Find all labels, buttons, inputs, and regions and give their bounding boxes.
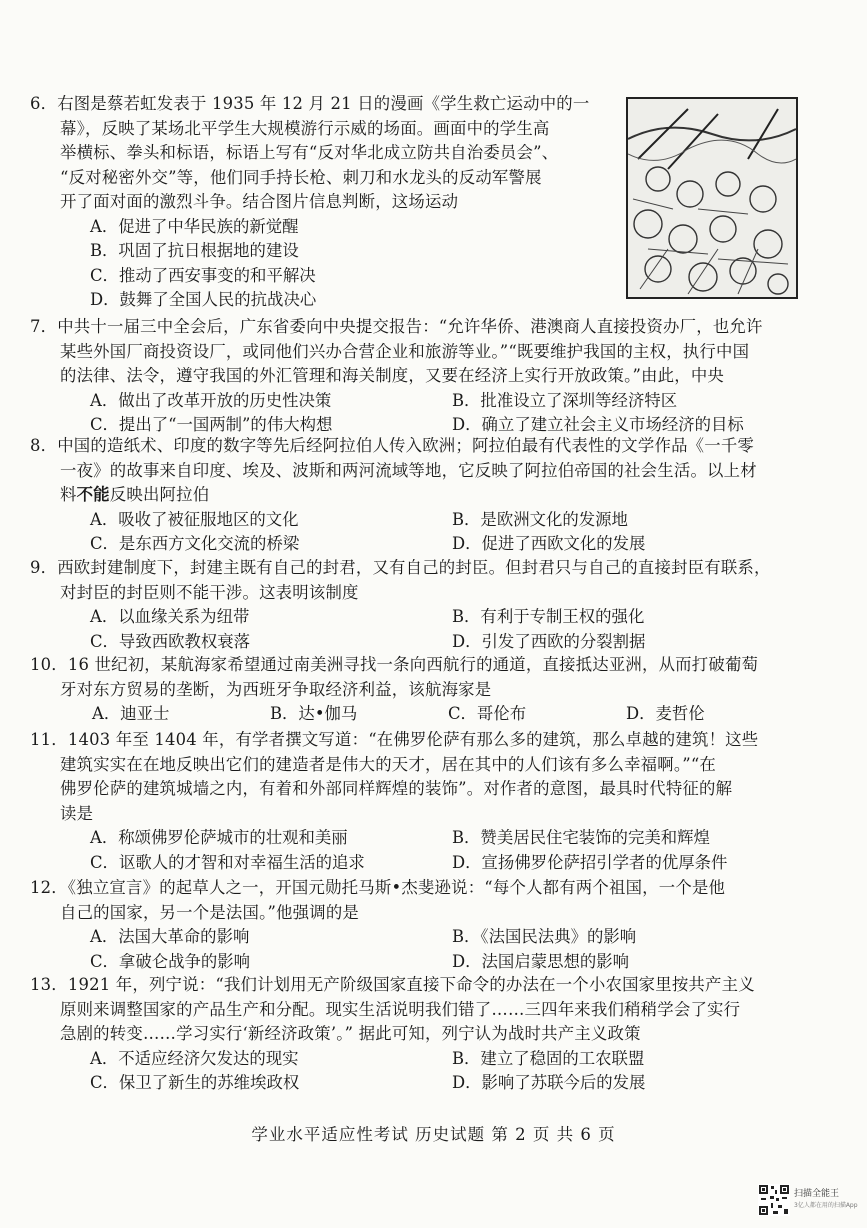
watermark-title: 扫描全能王 [794, 1189, 840, 1199]
question-stem-line: 幕》，反映了某场北平学生大规模游行示威的场面。画面中的学生高 [60, 118, 550, 138]
option-b: B．《法国民法典》的影响 [452, 927, 637, 946]
option-c: C．讴歌人的才智和对幸福生活的追求 [90, 852, 365, 872]
option-b: B．达•伽马 [270, 704, 358, 723]
question-stem-line: 10．16 世纪初，某航海家希望通过南美洲寻找一条向西航行的通道，直接抵达亚洲，从而打破葡萄 [30, 655, 759, 674]
option-a: A．做出了改革开放的历史性决策 [90, 390, 332, 410]
options-row [30, 532, 838, 557]
option-b: B．建立了稳固的工农联盟 [452, 1048, 645, 1068]
option-c: C．导致西欧教权衰落 [90, 631, 251, 651]
scanner-watermark [758, 1180, 858, 1220]
option-d: D．宣扬佛罗伦萨招引学者的优厚条件 [452, 852, 728, 872]
options-row [30, 950, 838, 975]
option-d: D．促进了西欧文化的发展 [452, 534, 646, 553]
option-b: B．赞美居民住宅装饰的完美和辉煌 [452, 828, 710, 847]
question-stem-line: 开了面对面的激烈斗争。结合图片信息判断，这场运动 [60, 192, 459, 211]
watermark-text [794, 1189, 858, 1211]
options-row [30, 1071, 838, 1096]
option-d: D．影响了苏联今后的发展 [452, 1073, 646, 1092]
question-stem-line: 7．中共十一届三中全会后，广东省委向中央提交报告：“允许华侨、港澳商人直接投资办厂，也允许 [30, 317, 763, 336]
option-c: C．保卫了新生的苏维埃政权 [90, 1073, 300, 1092]
question-11 [30, 728, 838, 875]
question-7 [30, 315, 838, 438]
question-stem-line: 料不能反映出阿拉伯 [60, 485, 210, 504]
question-stem-line: 佛罗伦萨的建筑城墙之内，有着和外部同样辉煌的装饰”。对作者的意图，最具时代特征的解 [60, 779, 733, 798]
options-row [30, 1047, 838, 1072]
question-stem-line: 急剧的转变……学习实行‘新经济政策’。” 据此可知，列宁认为战时共产主义政策 [60, 1024, 641, 1043]
question-13 [30, 973, 838, 1096]
question-stem-line: 的法律、法令，遵守我国的外汇管理和海关制度，又要在经济上实行开放政策。”由此，中央 [60, 366, 725, 385]
question-8 [30, 434, 838, 557]
emphasis-text: 不能 [76, 485, 110, 504]
option-b: B．批准设立了深圳等经济特区 [452, 390, 678, 410]
option-b: B．是欧洲文化的发源地 [452, 509, 628, 529]
question-stem-line: 12．《独立宣言》的起草人之一，开国元勋托马斯•杰斐逊说：“每个人都有两个祖国，一个是他 [30, 878, 726, 897]
option-a: A．吸收了被征服地区的文化 [90, 509, 299, 529]
question-stem-line: 建筑实实在在地反映出它们的建造者是伟大的天才，居在其中的人们该有多么幸福啊。”“在 [60, 754, 716, 774]
options-row [30, 826, 838, 851]
question-10 [30, 653, 838, 727]
question-stem-line: 原则来调整国家的产品生产和分配。现实生活说明我们错了……三四年来我们稍稍学会了实行 [60, 999, 741, 1019]
question-6 [30, 92, 620, 313]
options-row [30, 508, 838, 533]
question-stem-line: 某些外国厂商投资设厂，或同他们兴办合营企业和旅游等业。”“既要维护我国的主权，执行中国 [60, 341, 750, 361]
option-c: C．拿破仑战争的影响 [90, 951, 251, 971]
option-d: D．法国启蒙思想的影响 [452, 951, 630, 971]
option-b: B．巩固了抗日根据地的建设 [90, 241, 299, 260]
option-a: A．以血缘关系为纽带 [90, 607, 250, 626]
question-stem-line: 牙对东方贸易的垄断，为西班牙争取经济利益，该航海家是 [60, 679, 492, 699]
option-d: D．鼓舞了全国人民的抗战决心 [90, 290, 317, 309]
options-row [30, 851, 838, 876]
question-stem-line: 读是 [60, 803, 94, 823]
option-a: A．不适应经济欠发达的现实 [90, 1048, 299, 1068]
page-footer: 学业水平适应性考试 历史试题 第 2 页 共 6 页 [251, 1125, 616, 1144]
option-c: C．推动了西安事变的和平解决 [90, 265, 316, 285]
option-a: A．促进了中华民族的新觉醒 [90, 216, 299, 236]
option-c: C．哥伦布 [448, 704, 527, 723]
option-a: A．称颂佛罗伦萨城市的壮观和美丽 [90, 828, 348, 847]
question-stem-line: 8．中国的造纸术、印度的数字等先后经阿拉伯人传入欧洲；阿拉伯最有代表性的文学作品《一千零 [30, 436, 755, 455]
watermark-subtitle: 3亿人都在用的扫描App [794, 1202, 858, 1209]
options-row [30, 925, 838, 950]
qr-code-icon [758, 1184, 790, 1216]
question-stem-line: 自己的国家，另一个是法国。”他强调的是 [60, 902, 360, 922]
option-d: D．确立了建立社会主义市场经济的目标 [452, 415, 744, 434]
option-a: A．法国大革命的影响 [90, 927, 250, 946]
option-c: C．是东西方文化交流的桥梁 [90, 534, 300, 553]
option-c: C．提出了“一国两制”的伟大构想 [90, 415, 333, 434]
question-stem-line: 一夜》的故事来自印度、埃及、波斯和两河流域等地，它反映了阿拉伯帝国的社会生活。以上材 [60, 460, 757, 480]
question-12 [30, 876, 838, 974]
cartoon-drawing [628, 99, 796, 297]
question-stem-line: 9．西欧封建制度下，封建主既有自己的封君，又有自己的封臣。但封君只与自己的直接封臣有联系， [30, 558, 771, 577]
options-row [30, 630, 838, 655]
options-row [30, 605, 838, 630]
option-d: D．麦哲伦 [626, 704, 705, 723]
option-d: D．引发了西欧的分裂割据 [452, 631, 646, 651]
question-stem-line: 举横标、拳头和标语，标语上写有“反对华北成立防共自治委员会”、 [60, 143, 559, 162]
option-b: B．有利于专制王权的强化 [452, 607, 645, 626]
options-row [30, 702, 838, 727]
question-stem-line: 11．1403 年至 1404 年，有学者撰文写道：“在佛罗伦萨有那么多的建筑，那么卓越的建筑！这些 [30, 730, 759, 749]
options-row [30, 389, 838, 414]
option-a: A．迪亚士 [92, 704, 170, 723]
student-movement-cartoon [626, 97, 798, 299]
question-stem-line: 13．1921 年，列宁说：“我们计划用无产阶级国家直接下命令的办法在一个小农国家里按共产主义 [30, 975, 755, 994]
question-stem-line: “反对秘密外交”等，他们同手持长枪、刺刀和水龙头的反动军警展 [60, 167, 542, 187]
question-9 [30, 556, 838, 654]
question-stem-line: 对封臣的封臣则不能干涉。这表明该制度 [60, 582, 359, 602]
question-stem-line: 6．右图是蔡若虹发表于 1935 年 12 月 21 日的漫画《学生救亡运动中的一 [30, 94, 590, 113]
